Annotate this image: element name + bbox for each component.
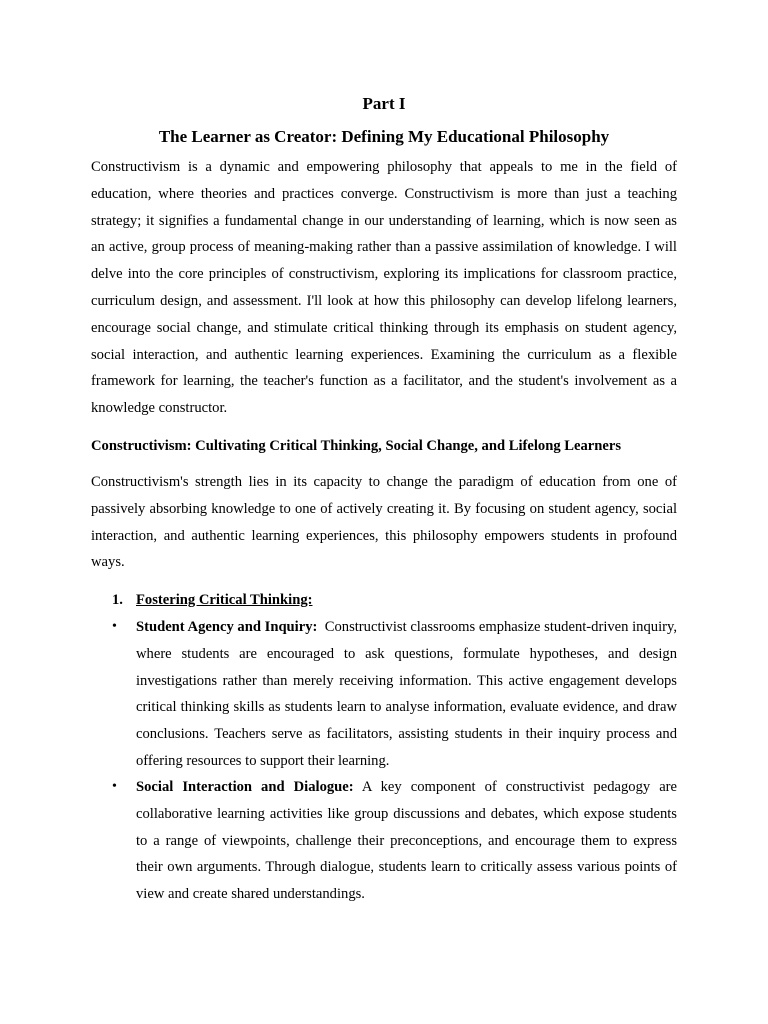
bullet-icon: • bbox=[112, 779, 117, 794]
bullet-text bbox=[136, 614, 677, 775]
part-title: Part I bbox=[362, 94, 406, 113]
bullet-body: Constructivist classrooms emphasize student-driven inquiry, where students are encouraged to ask questions, formulate hypotheses, and design investigations rather than merely receiving information. This active engagement develops critical thinking skills as students learn to analyse information, evaluate evidence, and draw conclusions. Teachers serve as facilitators, assisting students in their inquiry process and offering resources to support their learning. bbox=[136, 619, 677, 769]
page-title: The Learner as Creator: Defining My Educational Philosophy bbox=[158, 127, 610, 146]
bullet-lead: Student Agency and Inquiry: bbox=[136, 619, 318, 635]
intro-paragraph: Constructivism is a dynamic and empowering philosophy that appeals to me in the field of education, where theories and practices converge. Constructivism is more than just a teaching strategy; it signifies a fundamental change in our understanding of learning, which is now seen as an active, group process of meaning-making rather than a passive assimilation of knowledge. I will delve into the core principles of constructivism, exploring its implications for classroom practice, curriculum design, and assessment. I'll look at how this philosophy can develop lifelong learners, encourage social change, and stimulate critical thinking through its emphasis on student agency, social interaction, and authentic learning experiences. Examining the curriculum as a flexible framework for learning, the teacher's function as a facilitator, and the student's involvement as a knowledge constructor. bbox=[91, 159, 677, 417]
bullet-item-student-agency bbox=[91, 614, 677, 775]
section-paragraph: Constructivism's strength lies in its capacity to change the paradigm of education from one of passively absorbing knowledge to one of actively creating it. By focusing on student agency, social interaction, and authentic learning experiences, this philosophy empowers students in profound ways. bbox=[91, 474, 677, 571]
list-item-title: Fostering Critical Thinking: bbox=[136, 592, 313, 608]
list-number: 1. bbox=[112, 592, 123, 608]
bullet-text bbox=[136, 774, 677, 908]
bullet-icon: • bbox=[112, 619, 117, 634]
section-heading: Constructivism: Cultivating Critical Thinking, Social Change, and Lifelong Learners bbox=[91, 438, 622, 454]
bullet-lead: Social Interaction and Dialogue: bbox=[136, 779, 354, 795]
numbered-list-item bbox=[112, 589, 313, 611]
bullet-item-social-interaction bbox=[91, 774, 677, 908]
bullet-body: A key component of constructivist pedagogy are collaborative learning activities like group discussions and debates, which expose students to a range of viewpoints, challenge their preconceptions, and encourage them to express their own arguments. Through dialogue, students learn to critically assess various points of view and create shared understandings. bbox=[136, 779, 678, 903]
